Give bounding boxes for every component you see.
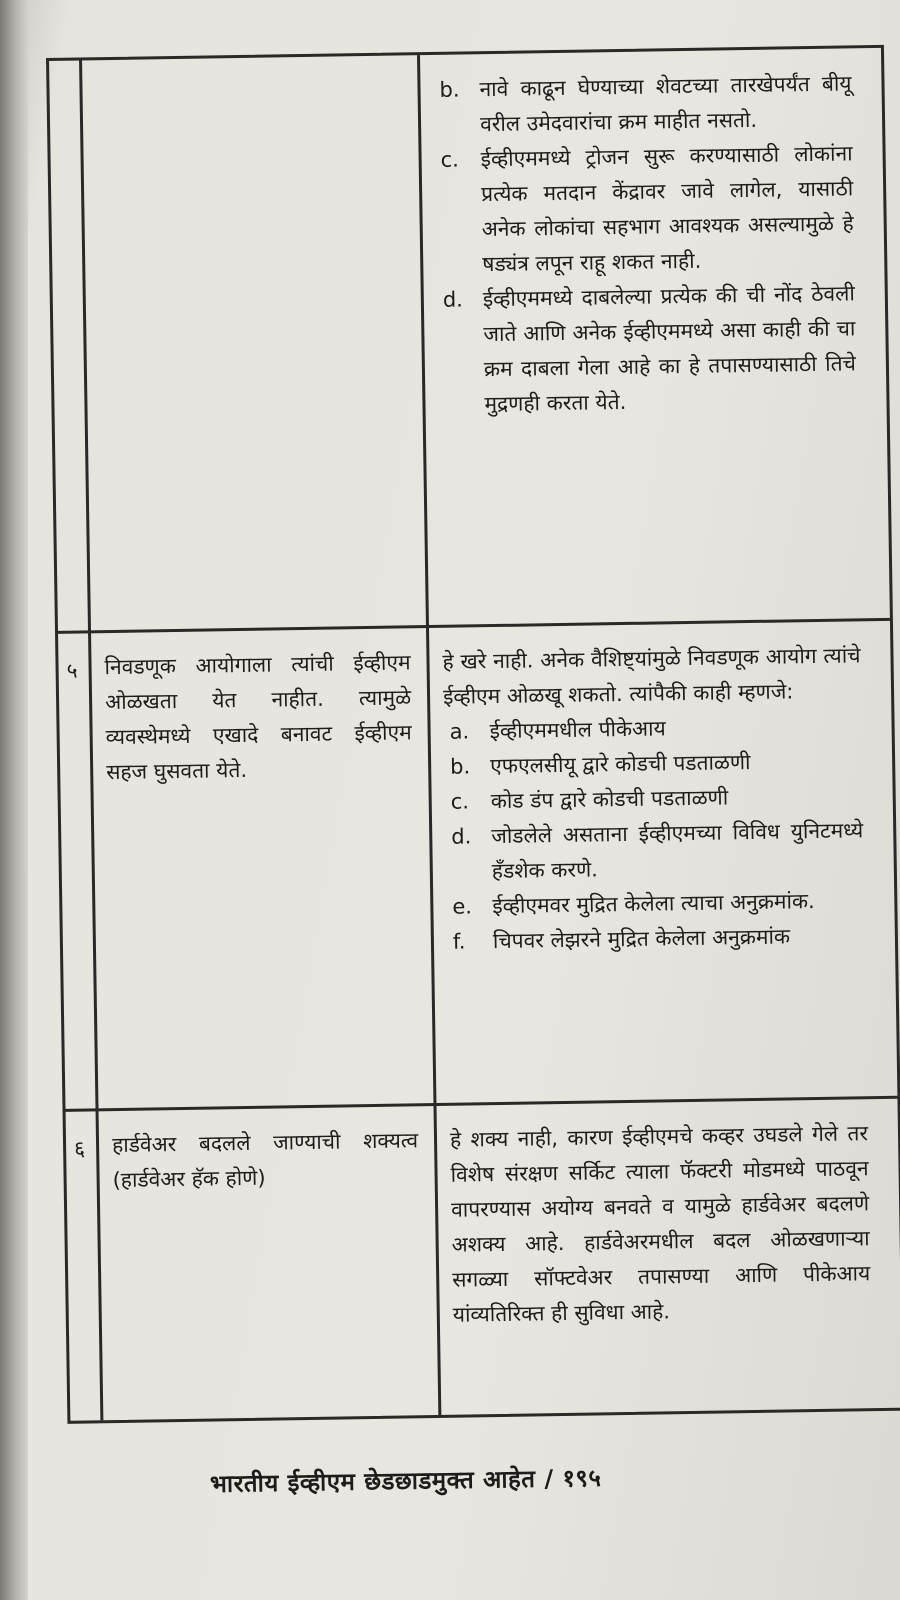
row-divider-2 [66, 1096, 898, 1112]
footer-separator: / [535, 1464, 563, 1493]
book-title: भारतीय ईव्हीएम छेडछाडमुक्त आहेत [209, 1464, 536, 1499]
list-item: f. चिपवर लेझरने मुद्रित केलेला अनुक्रमांक [452, 924, 791, 954]
list-item: c. कोड डंप द्वारे कोडची पडताळणी [450, 785, 729, 814]
column-divider-number [79, 60, 103, 1420]
page-number: १९५ [562, 1463, 602, 1493]
faq-table [46, 45, 900, 1424]
row-2-number: ५ [66, 658, 78, 683]
list-item: a. ईव्हीएममधील पीकेआय [449, 716, 666, 744]
row-3-claim: हार्डवेअर बदलले जाण्याची शक्यत्व (हार्डवेअर हॅक होणे) [111, 1128, 419, 1193]
row-1-response [433, 66, 856, 423]
list-item: e. ईव्हीएमवर मुद्रित केलेला त्याचा अनुक्रमांक. [452, 889, 815, 919]
list-item: b. नावे काढून घेण्याच्या शेवटच्या तारखेपर्यंत बीयू वरील उमेदवारांचा क्रम माहीत नसतो. [439, 71, 852, 137]
response-intro: हे खरे नाही. अनेक वैशिष्ट्यांमुळे निवडणूक आयोग त्यांचे ईव्हीएम ओळखू शकतो. त्यांपैकी काही म्हणजे: [442, 643, 861, 709]
list-item: d. ईव्हीएममध्ये दाबलेल्या प्रत्येक की ची नोंद ठेवली जाते आणि अनेक ईव्हीएममध्ये असा काही की चा क्रम दाबला गेला आहे का हे तपासण्यासाठी तिचे मुद्रणही करता येते. [442, 281, 857, 417]
list-item: d. जोडलेले असताना ईव्हीएमच्या विविध युनिटमध्ये हँडशेक करणे. [451, 818, 864, 884]
page-footer [210, 1461, 602, 1500]
row-3-number: ६ [73, 1136, 86, 1161]
row-2-response [442, 638, 865, 960]
row-2-claim: निवडणूक आयोगाला त्यांची ईव्हीएम ओळखता येत नाहीत. त्यामुळे व्यवस्थेमध्ये एखादे बनावट ईव्हीएम सहज घुसवता येते. [104, 650, 412, 785]
row-3-response: हे शक्य नाही, कारण ईव्हीएमचे कव्हर उघडले गेले तर विशेष संरक्षण सर्किट त्याला फॅक्टरी मोडमध्ये पाठवून वापरण्यास अयोग्य बनवते व यामुळे हार्डवेअर बदलणे अशक्य आहे. हार्डवेअरमधील बदल ओळखणाऱ्या सगळ्या सॉफ्टवेअर तपासण्या आणि पीकेआय यांव्यतिरिक्त ही सुविधा आहे. [449, 1121, 871, 1327]
book-spine [0, 0, 28, 1600]
list-item: c. ईव्हीएममध्ये ट्रोजन सुरू करण्यासाठी लोकांना प्रत्येक मतदान केंद्रावर जावे लागेल, यासाठी अनेक लोकांचा सहभाग आवश्यक असल्यामुळे हे षड्यंत्र लपून राहू शकत नाही. [440, 141, 854, 277]
row-divider-1 [58, 618, 890, 634]
list-item: b. एफएलसीयू द्वारे कोडची पडताळणी [449, 750, 751, 779]
